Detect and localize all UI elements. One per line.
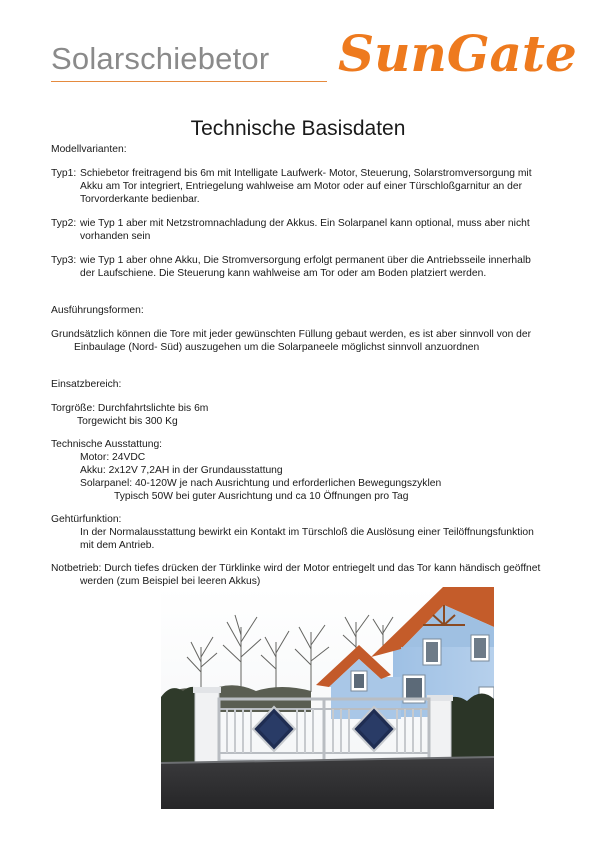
modellvarianten-label: Modellvarianten: <box>51 144 127 155</box>
einsatz-label: Einsatzbereich: <box>51 379 122 390</box>
solarpanel-line1: Solarpanel: 40-120W je nach Ausrichtung und erforderlichen Bewegungszyklen <box>80 478 442 489</box>
notbetrieb-line1: Notbetrieb: Durch tiefes drücken der Türklinke wird der Motor entriegelt und das Tor kann händisch geöffnet <box>51 563 541 574</box>
typ2-prefix: Typ2: <box>51 218 77 229</box>
ausfuehrung-line2: Einbaulage (Nord- Süd) auszugehen um die Solarpaneele möglichst sinnvoll anzuordnen <box>74 342 480 353</box>
solarpanel-line2: Typisch 50W bei guter Ausrichtung und ca 10 Öffnungen pro Tag <box>114 491 409 502</box>
typ2-line2: vorhanden sein <box>80 231 151 242</box>
typ1-line1: Schiebetor freitragend bis 6m mit Intelligate Laufwerk- Motor, Steuerung, Solarstromversorgung mit <box>80 168 532 179</box>
typ3-prefix: Typ3: <box>51 255 77 266</box>
motor-line: Motor: 24VDC <box>80 452 146 463</box>
ausfuehrung-label: Ausführungsformen: <box>51 305 144 316</box>
notbetrieb-line2: werden (zum Beispiel bei leeren Akkus) <box>80 576 261 587</box>
product-title: Solarschiebetor <box>51 41 270 76</box>
sungate-logo: SunGate <box>338 24 577 83</box>
ausstattung-label: Technische Ausstattung: <box>51 439 163 450</box>
gehtuer-label: Gehtürfunktion: <box>51 514 122 525</box>
gehtuer-line1: In der Normalausstattung bewirkt ein Kontakt im Türschloß die Auslösung einer Teilöffnungsfunktion <box>80 527 534 538</box>
header-underline <box>51 81 327 82</box>
typ1-prefix: Typ1: <box>51 168 77 179</box>
typ1-line2: Akku am Tor integriert, Entriegelung wahlweise am Motor oder auf einer Türschloßgarnitur an der <box>80 181 523 192</box>
akku-line: Akku: 2x12V 7,2AH in der Grundausstattung <box>80 465 283 476</box>
page-heading: Technische Basisdaten <box>190 117 406 140</box>
typ1-line3: Torvorderkante bedienbar. <box>80 194 200 205</box>
gate-photo <box>161 587 494 809</box>
typ3-line2: der Laufschiene. Die Steuerung kann wahlweise am Tor oder am Boden platziert werden. <box>80 268 487 279</box>
gehtuer-line2: mit dem Antrieb. <box>80 540 155 551</box>
ausfuehrung-line1: Grundsätzlich können die Tore mit jeder gewünschten Füllung gebaut werden, es ist aber sinnvoll von der <box>51 329 532 340</box>
typ3-line1: wie Typ 1 aber ohne Akku, Die Stromversorgung erfolgt permanent über die Antriebsseile innerhalb <box>80 255 531 266</box>
torgroesse-line1: Torgröße: Durchfahrtslichte bis 6m <box>51 403 209 414</box>
typ2-line1: wie Typ 1 aber mit Netzstromnachladung der Akkus. Ein Solarpanel kann optional, muss aber nicht <box>80 218 530 229</box>
torgroesse-line2: Torgewicht bis 300 Kg <box>77 416 178 427</box>
